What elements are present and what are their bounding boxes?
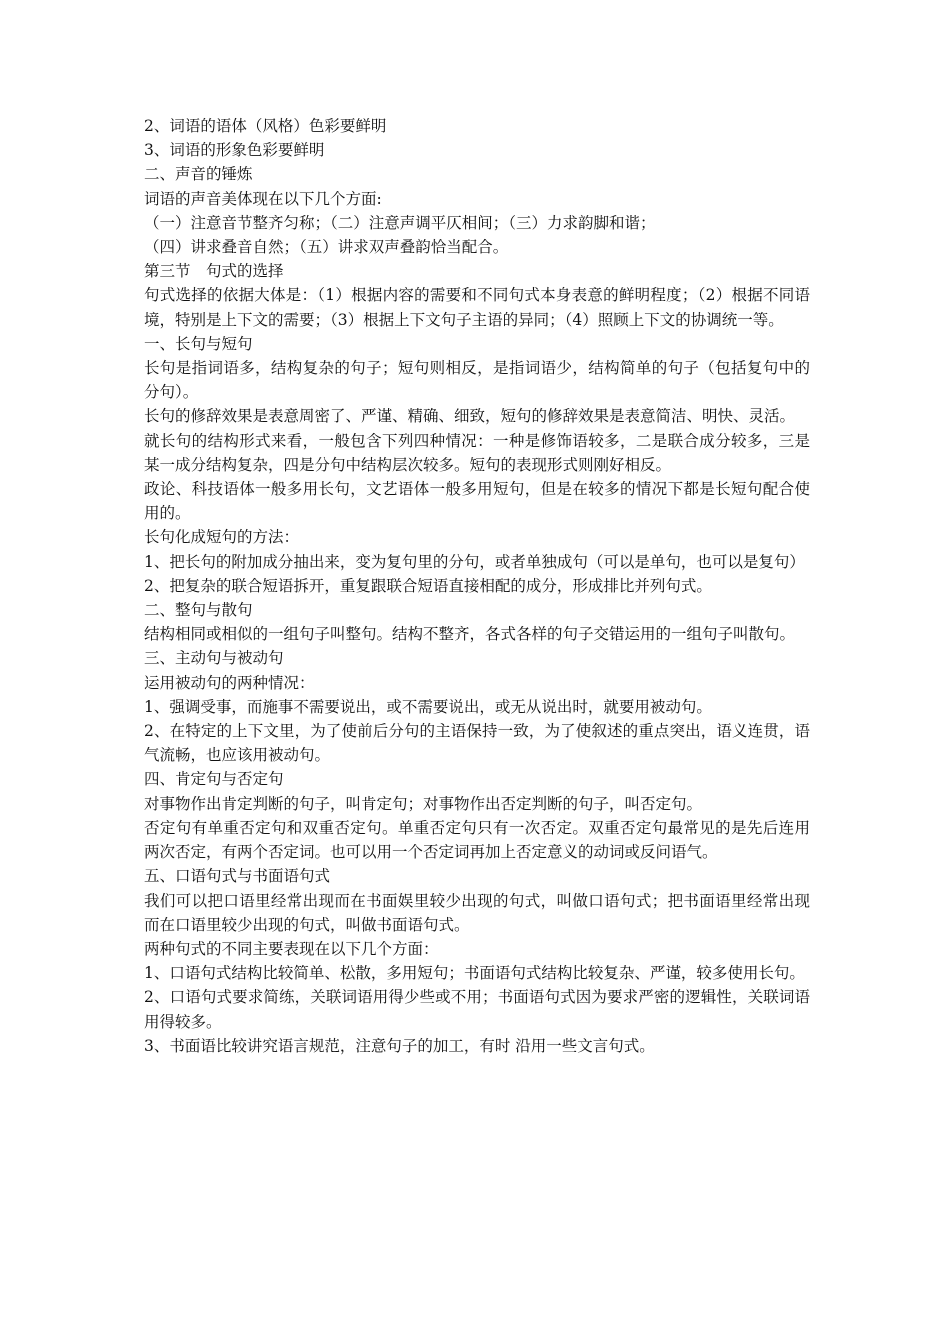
chapter-heading: 第三节 句式的选择 <box>144 262 284 281</box>
paragraph: 1、强调受事，而施事不需要说出，或不需要说出，或无从说出时，就要用被动句。 <box>144 697 712 716</box>
paragraph: 3、词语的形象色彩要鲜明 <box>144 141 325 160</box>
paragraph: 句式选择的依据大体是：（1）根据内容的需要和不同句式本身表意的鲜明程度；（2）根据不同语境，特别是上下文的需要；（3）根据上下文句子主语的异同；（4）照顾上下文的协调统一等。 <box>144 286 810 329</box>
paragraph: 政论、科技语体一般多用长句，文艺语体一般多用短句，但是在较多的情况下都是长短句配合使用的。 <box>144 480 810 523</box>
paragraph: 否定句有单重否定句和双重否定句。单重否定句只有一次否定。双重否定句最常见的是先后连用两次否定，有两个否定词。也可以用一个否定词再加上否定意义的动词或反问语气。 <box>144 818 810 862</box>
paragraph: 词语的声音美体现在以下几个方面: <box>144 189 382 208</box>
document-body <box>144 114 810 1058</box>
section-heading: 五、口语句式与书面语句式 <box>144 867 331 886</box>
paragraph: 长句的修辞效果是表意周密了、严谨、精确、细致，短句的修辞效果是表意简洁、明快、灵活。 <box>144 407 796 426</box>
paragraph: 2、在特定的上下文里，为了使前后分句的主语保持一致，为了使叙述的重点突出，语义连贯，语气流畅，也应该用被动句。 <box>144 722 810 765</box>
paragraph: 2、词语的语体（风格）色彩要鲜明 <box>144 117 387 135</box>
paragraph: 两种句式的不同主要表现在以下几个方面： <box>144 939 439 958</box>
paragraph: 2、口语句式要求简练，关联词语用得少些或不用；书面语句式因为要求严密的逻辑性，关联词语用得较多。 <box>144 988 810 1031</box>
section-heading: 四、肯定句与否定句 <box>144 770 284 789</box>
section-heading: 二、声音的锤炼 <box>144 165 253 184</box>
paragraph: 就长句的结构形式来看，一般包含下列四种情况：一种是修饰语较多，二是联合成分较多，三是某一成分结构复杂，四是分句中结构层次较多。短句的表现形式则刚好相反。 <box>144 431 810 474</box>
paragraph: 3、书面语比较讲究语言规范，注意句子的加工，有时 沿用一些文言句式。 <box>144 1036 655 1055</box>
paragraph: 运用被动句的两种情况： <box>144 673 315 692</box>
paragraph: 1、口语句式结构比较简单、松散，多用短句；书面语句式结构比较复杂、严谨，较多使用长句。 <box>144 964 805 983</box>
paragraph: 我们可以把口语里经常出现而在书面娱里较少出现的句式，叫做口语句式；把书面语里经常出现而在口语里较少出现的句式，叫做书面语句式。 <box>144 891 810 934</box>
section-heading: 一、长句与短句 <box>144 334 253 353</box>
section-heading: 二、整句与散句 <box>144 601 253 620</box>
paragraph: 2、把复杂的联合短语拆开，重复跟联合短语直接相配的成分，形成排比并列句式。 <box>144 576 712 595</box>
paragraph: 长句是指词语多，结构复杂的句子；短句则相反，是指词语少，结构简单的句子（包括复句中的分句）。 <box>144 359 810 402</box>
paragraph: 1、把长句的附加成分抽出来，变为复句里的分句，或者单独成句（可以是单句，也可以是复句） <box>144 552 805 571</box>
paragraph: （四）讲求叠音自然；（五）讲求双声叠韵恰当配合。 <box>144 238 509 257</box>
section-heading: 三、主动句与被动句 <box>144 649 284 668</box>
paragraph: 对事物作出肯定判断的句子，叫肯定句；对事物作出否定判断的句子，叫否定句。 <box>144 794 703 813</box>
paragraph: （一）注意音节整齐匀称；（二）注意声调平仄相间；（三）力求韵脚和谐； <box>144 213 656 232</box>
paragraph: 长句化成短句的方法： <box>144 528 300 547</box>
paragraph: 结构相同或相似的一组句子叫整句。结构不整齐，各式各样的句子交错运用的一组句子叫散句。 <box>144 625 796 644</box>
